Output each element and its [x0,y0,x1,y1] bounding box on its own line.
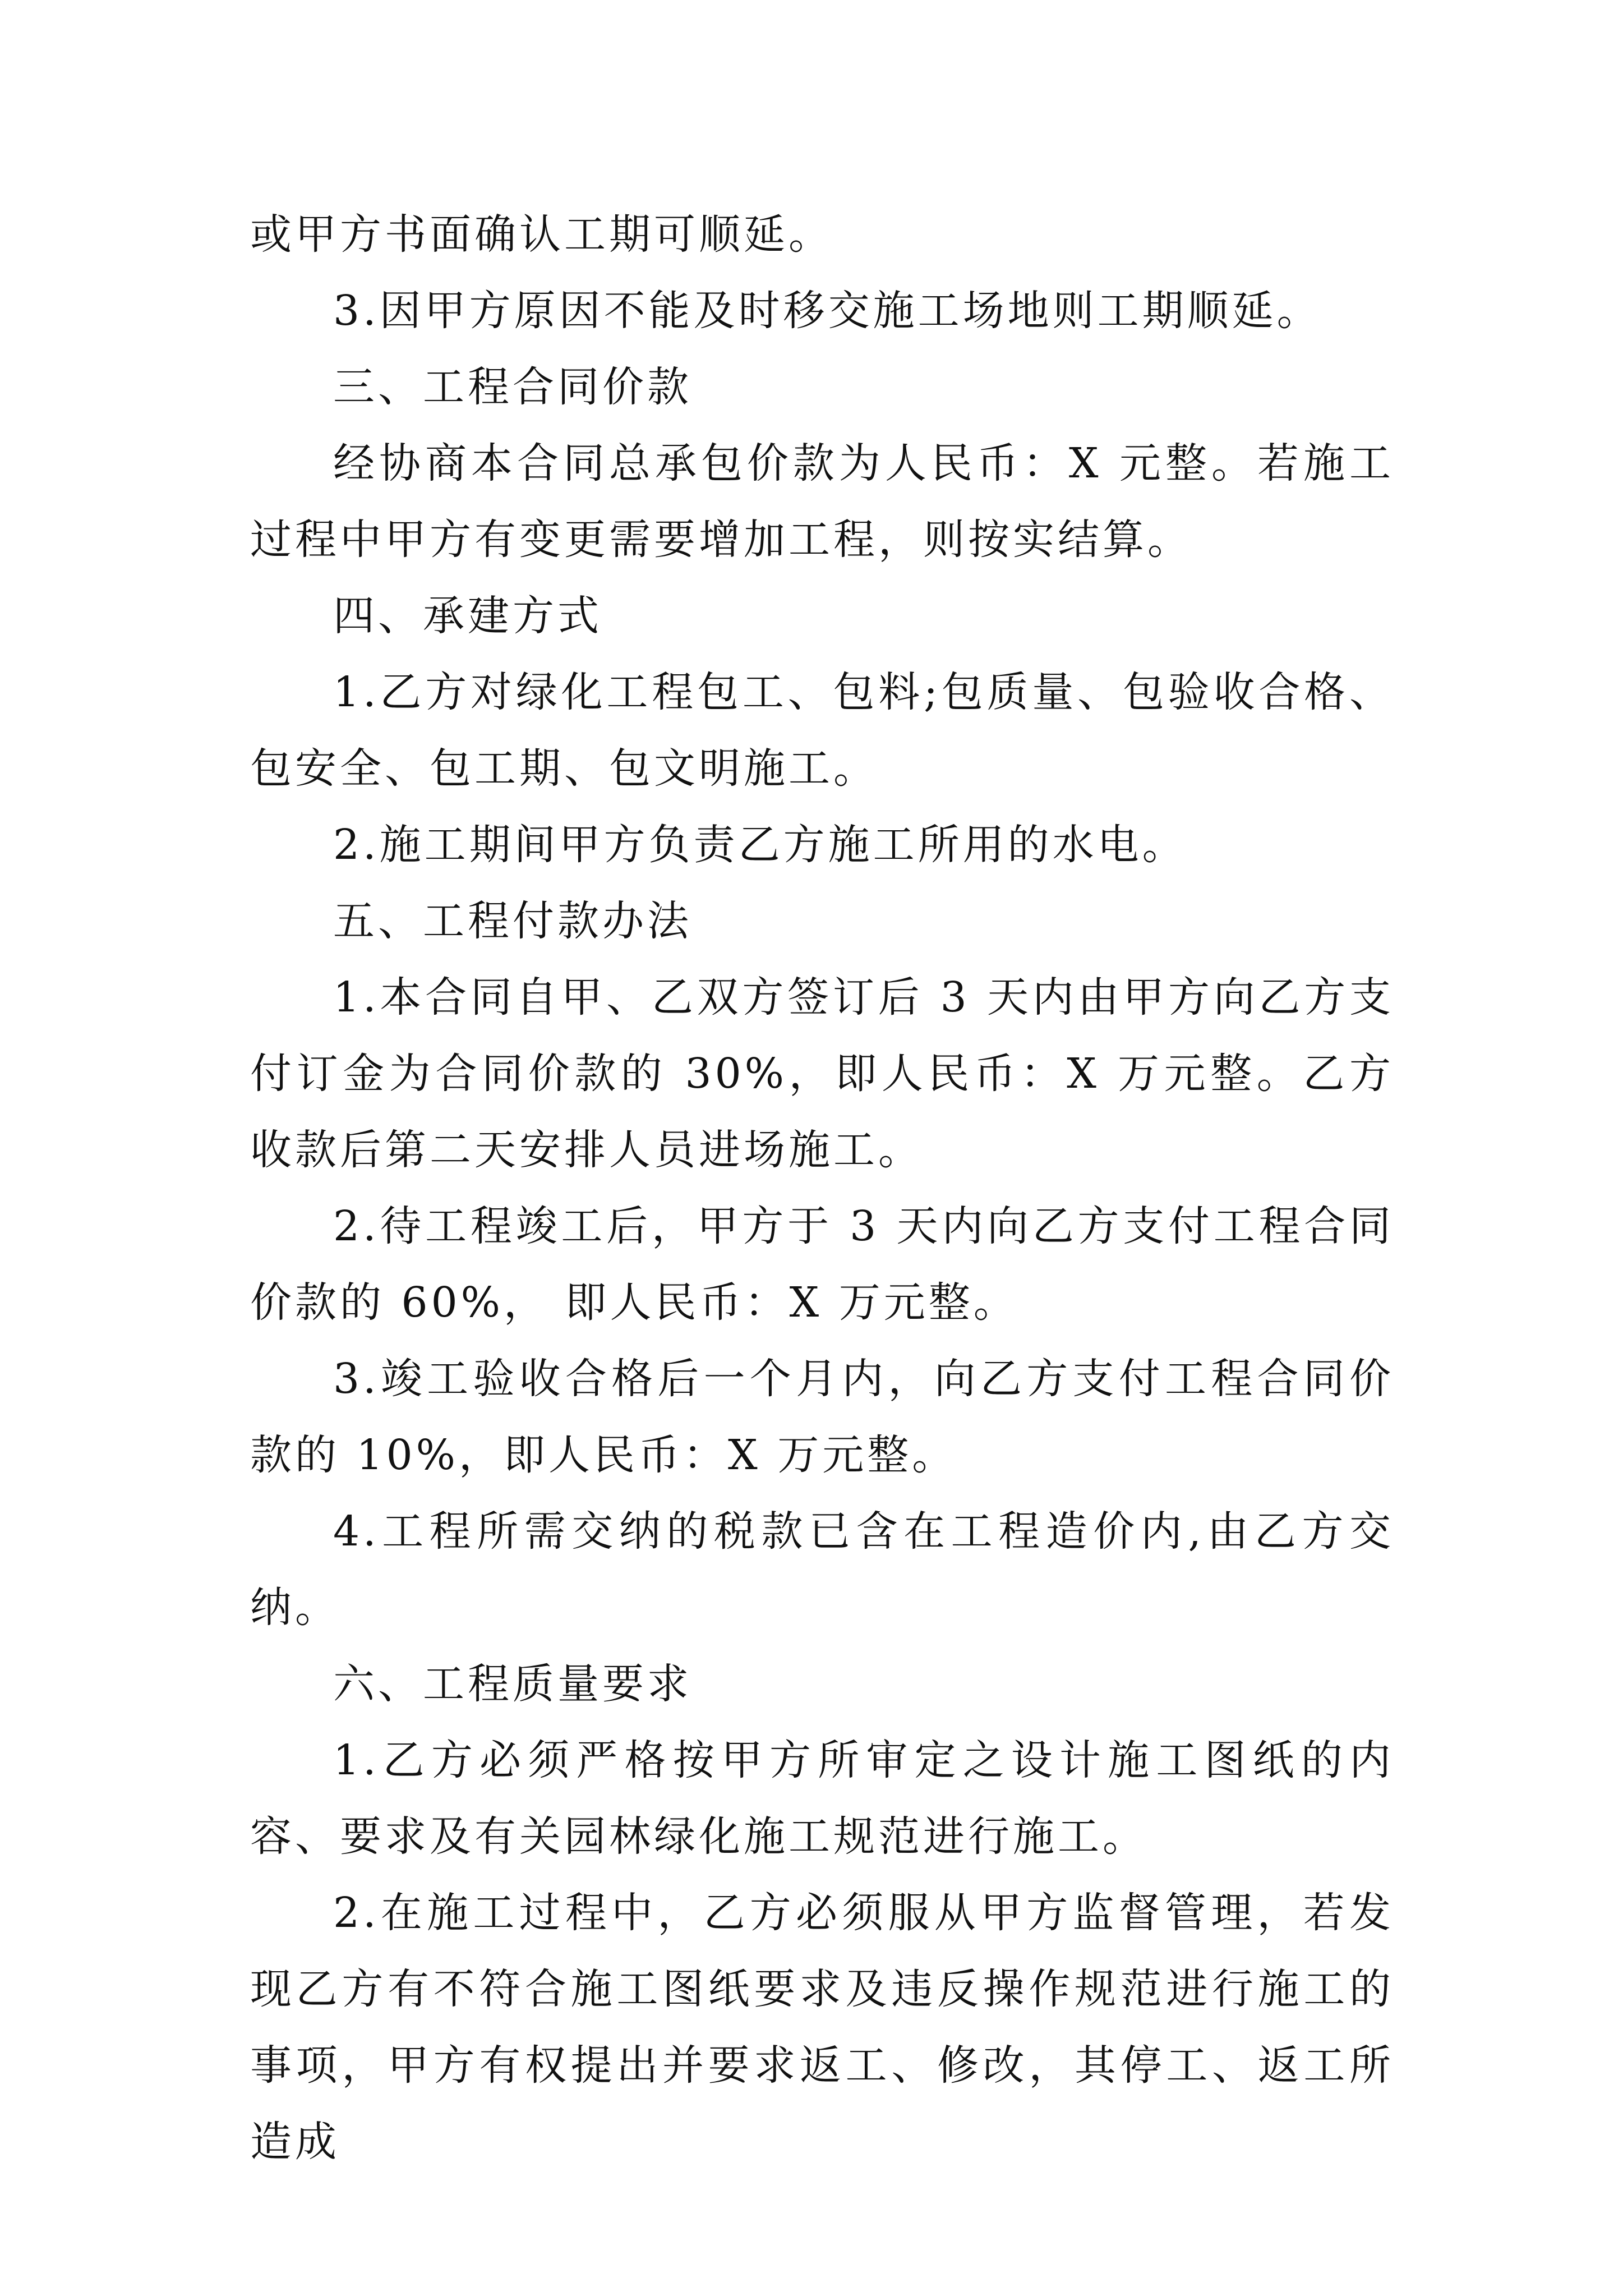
paragraph-clause-6-1: 1.乙方必须严格按甲方所审定之设计施工图纸的内容、要求及有关园林绿化施工规范进行施工。 [250,1736,1394,1861]
paragraph-continuation: 或甲方书面确认工期可顺延。 [250,210,833,259]
paragraph-clause-5-2: 2.待工程竣工后，甲方于 3 天内向乙方支付工程合同价款的 60%， 即人民币：X 万元整。 [250,1202,1394,1327]
section-heading-3: 三、工程合同价款 [333,363,692,411]
paragraph-clause-5-1: 1.本合同自甲、乙双方签订后 3 天内由甲方向乙方支付订金为合同价款的 30%，即人民币：X 万元整。乙方收款后第二天安排人员进场施工。 [250,973,1394,1174]
paragraph-clause-5-3: 3.竣工验收合格后一个月内，向乙方支付工程合同价款的 10%，即人民币：X 万元整。 [250,1355,1394,1479]
paragraph-contract-price: 经协商本合同总承包价款为人民币：X 元整。若施工过程中甲方有变更需要增加工程，则按实结算。 [250,439,1394,564]
paragraph-clause-6-2: 2.在施工过程中，乙方必须服从甲方监督管理，若发现乙方有不符合施工图纸要求及违反操作规范进行施工的事项，甲方有权提出并要求返工、修改，其停工、返工所造成 [250,1889,1394,2166]
section-heading-5: 五、工程付款办法 [333,897,692,945]
paragraph-clause-4-2: 2.施工期间甲方负责乙方施工所用的水电。 [333,821,1187,869]
paragraph-clause-5-4: 4.工程所需交纳的税款已含在工程造价内,由乙方交纳。 [250,1507,1394,1632]
section-heading-6: 六、工程质量要求 [333,1660,692,1708]
paragraph-clause-2-3: 3.因甲方原因不能及时移交施工场地则工期顺延。 [333,287,1322,335]
paragraph-clause-4-1: 1.乙方对绿化工程包工、包料;包质量、包验收合格、包安全、包工期、包文明施工。 [250,668,1394,793]
document-body [250,196,1394,2180]
section-heading-4: 四、承建方式 [333,592,602,640]
